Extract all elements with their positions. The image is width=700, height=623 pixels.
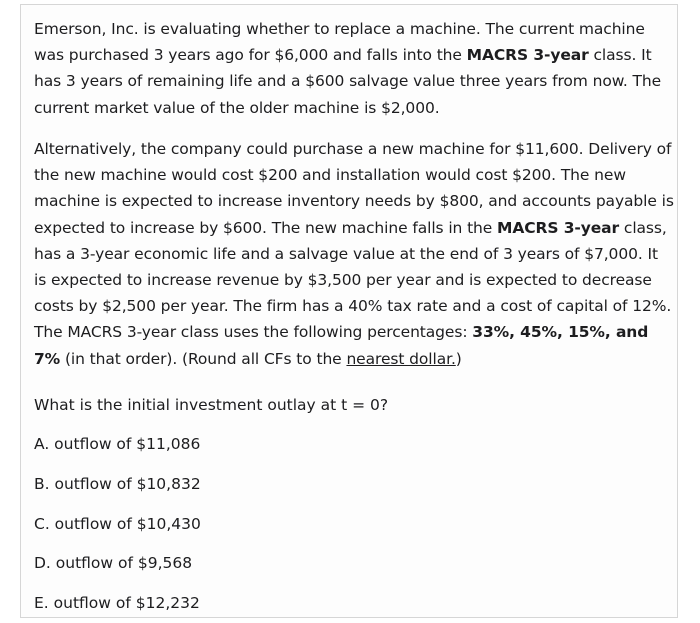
question-card <box>20 4 678 618</box>
answer-option-b[interactable]: B. outflow of $10,832 <box>34 475 201 493</box>
p2-bold-percentages: 33%, 45%, 15%, and 7% <box>34 323 649 368</box>
p2-text-4: ) <box>455 349 462 368</box>
p2-text-3: (in that order). (Round all CFs to the <box>60 349 347 368</box>
answer-option-d[interactable]: D. outflow of $9,568 <box>34 554 193 572</box>
p2-bold-macrs: MACRS 3-year <box>497 218 620 237</box>
p2-underlined-text: nearest dollar. <box>346 349 456 368</box>
problem-paragraph-1 <box>34 16 674 121</box>
p1-text-1: Emerson, Inc. is evaluating whether to replace a machine. The current machine was purchased 3 years ago for $6,000 and falls into the <box>34 20 645 65</box>
problem-paragraph-2 <box>34 136 674 372</box>
answer-option-c[interactable]: C. outflow of $10,430 <box>34 515 201 533</box>
question-prompt: What is the initial investment outlay at t = 0? <box>34 396 389 414</box>
p1-bold-macrs: MACRS 3-year <box>466 46 589 65</box>
answer-option-a[interactable]: A. outflow of $11,086 <box>34 435 201 453</box>
p2-text-1: Alternatively, the company could purchase a new machine for $11,600. Delivery of the new machine would cost $200 and installation would cost $200. The new machine is expected to increase inventory needs by $800, and accounts payable is expected to increase by $600. The new machine falls in the <box>34 140 674 237</box>
answer-option-e[interactable]: E. outflow of $12,232 <box>34 594 200 612</box>
p1-text-2: class. It has 3 years of remaining life and a $600 salvage value three years from now. The current market value of the older machine is $2,000. <box>34 46 662 117</box>
p2-text-2: class, has a 3-year economic life and a salvage value at the end of 3 years of $7,000. It is expected to increase revenue by $3,500 per year and is expected to decrease costs by $2,500 per year. The firm has a 40% tax rate and a cost of capital of 12%. The MACRS 3-year class uses the following percentages: <box>34 218 672 342</box>
